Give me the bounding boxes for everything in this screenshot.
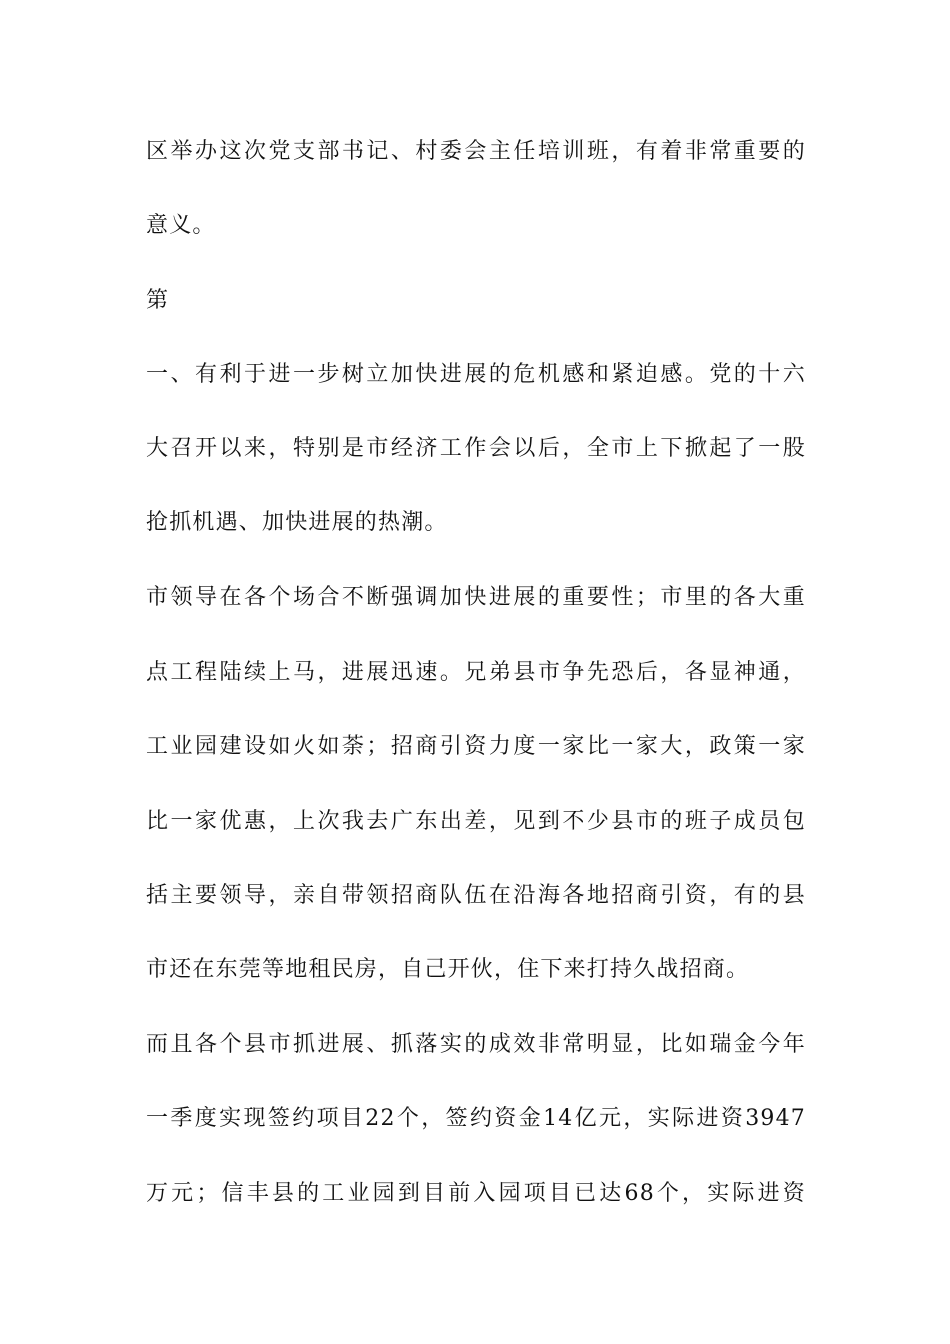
text-line-14: 一季度实现签约项目22个，签约资金14亿元，实际进资3947 [146, 1106, 806, 1131]
text-line-5: 大召开以来，特别是市经济工作会以后，全市上下掀起了一股 [146, 436, 806, 461]
text-line-3: 第 [146, 288, 170, 313]
text-line-2: 意义。 [146, 213, 216, 238]
text-line-9: 工业园建设如火如荼；招商引资力度一家比一家大，政策一家 [146, 734, 806, 759]
text-line-10: 比一家优惠，上次我去广东出差，见到不少县市的班子成员包 [146, 809, 806, 834]
text-line-11: 括主要领导，亲自带领招商队伍在沿海各地招商引资，有的县 [146, 883, 806, 908]
text-line-12: 市还在东莞等地租民房，自己开伙，住下来打持久战招商。 [146, 957, 750, 982]
text-line-13: 而且各个县市抓进展、抓落实的成效非常明显，比如瑞金今年 [146, 1032, 806, 1057]
text-line-4: 一、有利于进一步树立加快进展的危机感和紧迫感。党的十六 [146, 362, 806, 387]
text-line-15: 万元；信丰县的工业园到目前入园项目已达68个，实际进资 [146, 1181, 806, 1206]
text-line-6: 抢抓机遇、加快进展的热潮。 [146, 510, 448, 535]
text-line-1: 区举办这次党支部书记、村委会主任培训班，有着非常重要的 [146, 139, 806, 164]
text-line-7: 市领导在各个场合不断强调加快进展的重要性；市里的各大重 [146, 585, 806, 610]
text-line-8: 点工程陆续上马，进展迅速。兄弟县市争先恐后，各显神通， [146, 660, 806, 685]
